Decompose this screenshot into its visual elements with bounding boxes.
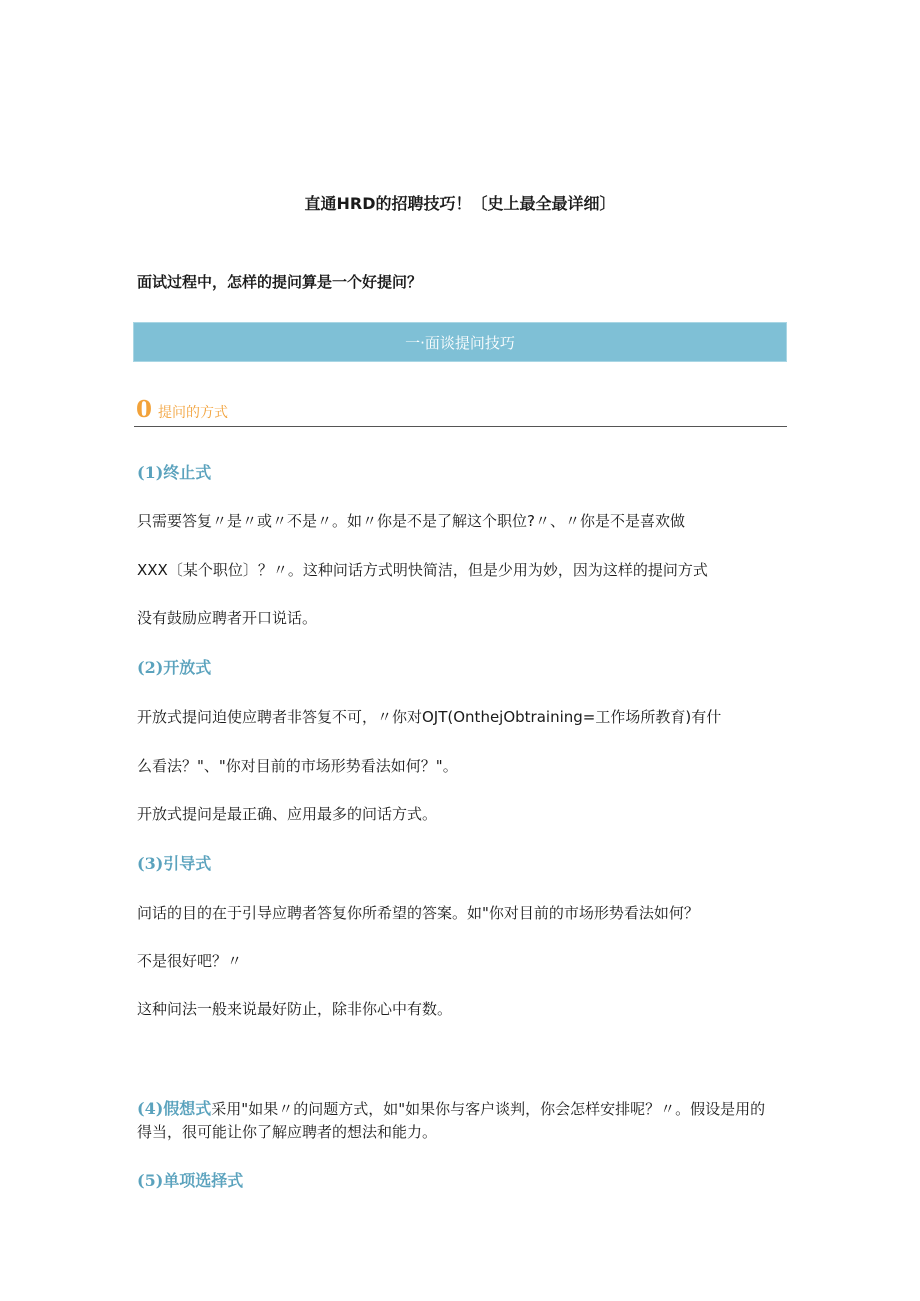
item-name: 引导式 <box>163 854 212 873</box>
banner-text: 一·面谈提问技巧 <box>405 333 515 352</box>
item-number: (1) <box>137 463 164 482</box>
item-name: 开放式 <box>163 658 212 677</box>
paragraph-line: 只需要答复〃是〃或〃不是〃。如〃你是不是了解这个职位?〃、〃你是不是喜欢做 <box>137 512 685 530</box>
paragraph-item-4 <box>137 1097 777 1144</box>
item-heading-3 <box>137 851 211 874</box>
question-heading: 面试过程中，怎样的提问算是一个好提问？ <box>137 273 423 291</box>
item-number: (5) <box>137 1171 164 1190</box>
item-heading-2 <box>137 655 211 678</box>
item-heading-5 <box>137 1168 243 1191</box>
paragraph-text: 采用"如果〃的问题方式，如"如果你与客户谈判，你会怎样安排呢？〃。假设是用的得当，很可能让你了解应聘者的想法和能力。 <box>137 1100 766 1141</box>
paragraph-line: 开放式提问是最正确、应用最多的问话方式。 <box>137 805 438 823</box>
section-label: 提问的方式 <box>158 405 229 421</box>
paragraph-line: 这种问法一般来说最好防止，除非你心中有数。 <box>137 1000 453 1018</box>
paragraph-line: 么看法？"、"你对目前的市场形势看法如何？"。 <box>137 757 458 775</box>
paragraph-line: 没有鼓励应聘者开口说话。 <box>137 609 318 627</box>
item-number: (4) <box>137 1099 164 1118</box>
section-divider <box>134 426 787 427</box>
item-name: 单项选择式 <box>163 1171 244 1190</box>
item-name: 假想式 <box>163 1099 212 1118</box>
paragraph-line: 开放式提问迫使应聘者非答复不可，〃你对OJT(OnthejObtraining=工作场所教育)有什 <box>137 708 722 726</box>
section-banner <box>133 322 787 362</box>
paragraph-line: 问话的目的在于引导应聘者答复你所希望的答案。如"你对目前的市场形势看法如何？ <box>137 904 699 922</box>
item-heading-4 <box>137 1099 211 1118</box>
item-number: (2) <box>137 658 164 677</box>
item-name: 终止式 <box>163 463 212 482</box>
document-title: 直通HRD的招聘技巧！〔史上最全最详细〕 <box>304 194 616 213</box>
paragraph-line: 不是很好吧？〃 <box>137 952 243 970</box>
item-number: (3) <box>137 854 164 873</box>
section-number: 0 <box>136 396 153 423</box>
section-heading <box>136 396 228 423</box>
item-heading-1 <box>137 460 211 483</box>
paragraph-line: XXX〔某个职位〕？〃。这种问话方式明快简洁，但是少用为妙，因为这样的提问方式 <box>137 561 708 579</box>
